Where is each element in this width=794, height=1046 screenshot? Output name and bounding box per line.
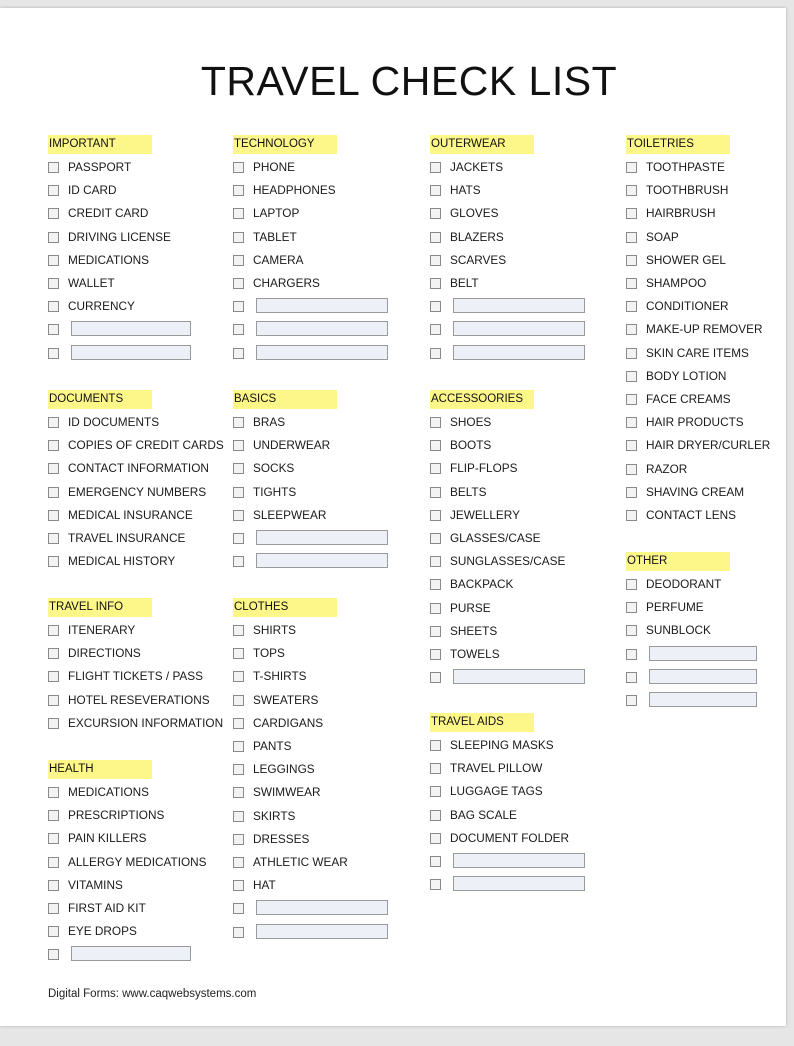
checkbox[interactable] — [233, 695, 244, 706]
section-header: IMPORTANT — [48, 135, 152, 154]
item-label: SHOWER GEL — [646, 252, 726, 267]
section-header: TRAVEL AIDS — [430, 713, 534, 732]
blank-text-field[interactable] — [71, 321, 191, 336]
checkbox[interactable] — [430, 208, 441, 219]
blank-text-field[interactable] — [256, 298, 388, 313]
item-label: TOOTHBRUSH — [646, 183, 729, 198]
page-title: TRAVEL CHECK LIST — [200, 58, 618, 104]
blank-text-field[interactable] — [649, 669, 757, 684]
item-label: T-SHIRTS — [253, 669, 307, 684]
blank-text-field[interactable] — [256, 321, 388, 336]
item-label: FLIGHT TICKETS / PASS — [68, 669, 204, 684]
item-label: BODY LOTION — [646, 368, 727, 383]
item-label: SHOES — [450, 415, 492, 429]
item-label: SUNGLASSES/CASE — [450, 554, 566, 569]
section-header: CLOTHES — [233, 598, 337, 617]
item-label: SHEETS — [450, 623, 498, 638]
item-label: PANTS — [253, 739, 292, 753]
checkbox[interactable] — [233, 556, 244, 567]
checkbox[interactable] — [48, 880, 59, 891]
checkbox[interactable] — [430, 463, 441, 474]
checkbox[interactable] — [626, 348, 637, 359]
item-label: SLEEPING MASKS — [450, 738, 554, 752]
checkbox[interactable] — [233, 834, 244, 845]
item-label: MAKE-UP REMOVER — [646, 322, 763, 337]
checkbox[interactable] — [233, 232, 244, 243]
footer-text: Digital Forms: www.caqwebsystems.com — [48, 988, 257, 1000]
item-label: DEODORANT — [646, 577, 722, 591]
checkbox[interactable] — [626, 440, 637, 451]
item-label: ITENERARY — [68, 623, 136, 637]
checkbox[interactable] — [48, 787, 59, 798]
item-label: LUGGAGE TAGS — [450, 784, 543, 799]
checkbox[interactable] — [233, 463, 244, 474]
item-label: PASSPORT — [68, 160, 132, 174]
checkbox[interactable] — [626, 162, 637, 173]
item-label: DOCUMENT FOLDER — [450, 830, 570, 845]
item-label: TOPS — [253, 646, 285, 661]
checkbox[interactable] — [430, 324, 441, 335]
checkbox[interactable] — [626, 695, 637, 706]
checkbox[interactable] — [48, 301, 59, 312]
checkbox[interactable] — [430, 510, 441, 521]
checkbox[interactable] — [430, 786, 441, 797]
item-label: BAG SCALE — [450, 807, 517, 822]
checkbox[interactable] — [48, 695, 59, 706]
item-label: HATS — [450, 183, 481, 198]
item-label: TABLET — [253, 229, 297, 244]
checkbox[interactable] — [430, 649, 441, 660]
item-label: JACKETS — [450, 160, 504, 174]
checkbox[interactable] — [430, 603, 441, 614]
item-label: EXCURSION INFORMATION — [68, 715, 224, 730]
item-label: PURSE — [450, 600, 491, 615]
checkbox[interactable] — [48, 185, 59, 196]
item-label: SOCKS — [253, 461, 295, 476]
checkbox[interactable] — [233, 348, 244, 359]
checkbox[interactable] — [48, 232, 59, 243]
checkbox[interactable] — [626, 324, 637, 335]
item-label: FLIP-FLOPS — [450, 461, 518, 476]
item-label: TOWELS — [450, 647, 500, 661]
item-label: LAPTOP — [253, 206, 300, 221]
item-label: SLEEPWEAR — [253, 507, 327, 522]
item-label: CONTACT LENS — [646, 508, 737, 522]
checkbox[interactable] — [626, 278, 637, 289]
checkbox[interactable] — [626, 208, 637, 219]
checkbox[interactable] — [48, 949, 59, 960]
item-label: HOTEL RESEVERATIONS — [68, 692, 210, 707]
item-label: RAZOR — [646, 461, 688, 476]
item-label: CHARGERS — [253, 276, 320, 290]
checkbox[interactable] — [430, 255, 441, 266]
checkbox[interactable] — [430, 626, 441, 637]
checkbox[interactable] — [48, 625, 59, 636]
checkbox[interactable] — [48, 648, 59, 659]
blank-text-field[interactable] — [71, 946, 191, 961]
checkbox[interactable] — [48, 510, 59, 521]
section-header: TECHNOLOGY — [233, 135, 337, 154]
checkbox[interactable] — [430, 856, 441, 867]
checkbox[interactable] — [626, 371, 637, 382]
checkbox[interactable] — [626, 625, 637, 636]
checkbox[interactable] — [233, 487, 244, 498]
checkbox[interactable] — [430, 579, 441, 590]
item-label: SKIN CARE ITEMS — [646, 345, 749, 360]
checkbox[interactable] — [626, 255, 637, 266]
item-label: DIRECTIONS — [68, 646, 141, 661]
item-label: CONDITIONER — [646, 299, 729, 314]
checkbox[interactable] — [48, 324, 59, 335]
item-label: SOAP — [646, 229, 679, 244]
item-label: DRESSES — [253, 831, 310, 846]
blank-text-field[interactable] — [256, 900, 388, 915]
item-label: CREDIT CARD — [68, 206, 149, 221]
checkbox[interactable] — [233, 648, 244, 659]
checkbox[interactable] — [233, 440, 244, 451]
item-label: PRESCRIPTIONS — [68, 808, 165, 823]
item-label: BELT — [450, 276, 479, 290]
item-label: SHAMPOO — [646, 276, 707, 290]
blank-text-field[interactable] — [453, 669, 585, 684]
blank-text-field[interactable] — [256, 924, 388, 939]
blank-text-field[interactable] — [453, 321, 585, 336]
checkbox[interactable] — [626, 579, 637, 590]
checkbox[interactable] — [233, 255, 244, 266]
item-label: MEDICAL INSURANCE — [68, 507, 193, 522]
checkbox[interactable] — [233, 185, 244, 196]
item-label: HEADPHONES — [253, 183, 336, 198]
item-label: JEWELLERY — [450, 507, 520, 522]
checkbox[interactable] — [48, 926, 59, 937]
checkbox[interactable] — [233, 764, 244, 775]
checkbox[interactable] — [233, 718, 244, 729]
checkbox[interactable] — [48, 440, 59, 451]
item-label: SWIMWEAR — [253, 785, 321, 800]
item-label: MEDICATIONS — [68, 252, 150, 267]
item-label: UNDERWEAR — [253, 438, 331, 453]
item-label: ALLERGY MEDICATIONS — [68, 854, 207, 869]
checkbox[interactable] — [430, 879, 441, 890]
item-label: EYE DROPS — [68, 924, 137, 939]
checkbox[interactable] — [430, 672, 441, 683]
checkbox[interactable] — [626, 301, 637, 312]
item-label: ID CARD — [68, 183, 117, 198]
item-label: CURRENCY — [68, 299, 135, 314]
item-label: MEDICAL HISTORY — [68, 554, 176, 569]
checkbox[interactable] — [626, 487, 637, 498]
blank-text-field[interactable] — [453, 298, 585, 313]
checkbox[interactable] — [626, 649, 637, 660]
section-header: HEALTH — [48, 760, 152, 779]
checkbox[interactable] — [233, 278, 244, 289]
section-header: DOCUMENTS — [48, 390, 152, 409]
item-label: BACKPACK — [450, 577, 514, 592]
item-label: VITAMINS — [68, 877, 123, 892]
checkbox[interactable] — [430, 533, 441, 544]
item-label: PHONE — [253, 160, 295, 174]
blank-text-field[interactable] — [453, 853, 585, 868]
checkbox[interactable] — [48, 718, 59, 729]
checkbox[interactable] — [233, 927, 244, 938]
checkbox[interactable] — [626, 417, 637, 428]
blank-text-field[interactable] — [256, 553, 388, 568]
item-label: HAIR PRODUCTS — [646, 415, 744, 430]
checkbox[interactable] — [430, 556, 441, 567]
section-header: BASICS — [233, 390, 337, 409]
item-label: SHAVING CREAM — [646, 484, 745, 499]
item-label: TRAVEL INSURANCE — [68, 531, 186, 545]
checkbox[interactable] — [626, 232, 637, 243]
checkbox[interactable] — [48, 487, 59, 498]
item-label: SUNBLOCK — [646, 623, 711, 638]
item-label: CARDIGANS — [253, 715, 324, 730]
checkbox[interactable] — [48, 810, 59, 821]
item-label: MEDICATIONS — [68, 785, 150, 799]
checkbox[interactable] — [48, 833, 59, 844]
item-label: PAIN KILLERS — [68, 831, 147, 846]
item-label: ATHLETIC WEAR — [253, 855, 348, 869]
section-header: TRAVEL INFO — [48, 598, 152, 617]
checkbox[interactable] — [48, 463, 59, 474]
item-label: ID DOCUMENTS — [68, 415, 160, 429]
item-label: CONTACT INFORMATION — [68, 461, 209, 476]
checkbox[interactable] — [233, 324, 244, 335]
checkbox[interactable] — [233, 301, 244, 312]
item-label: GLOVES — [450, 206, 499, 221]
checkbox[interactable] — [48, 348, 59, 359]
checkbox[interactable] — [233, 208, 244, 219]
item-label: EMERGENCY NUMBERS — [68, 484, 207, 499]
checkbox[interactable] — [430, 348, 441, 359]
checkbox[interactable] — [233, 417, 244, 428]
checkbox[interactable] — [430, 162, 441, 173]
checkbox[interactable] — [233, 880, 244, 891]
checkbox[interactable] — [48, 556, 59, 567]
checkbox[interactable] — [233, 533, 244, 544]
checkbox[interactable] — [233, 510, 244, 521]
item-label: HAIRBRUSH — [646, 206, 716, 221]
blank-text-field[interactable] — [453, 345, 585, 360]
section-header: OTHER — [626, 552, 730, 571]
checkbox[interactable] — [48, 857, 59, 868]
item-label: CAMERA — [253, 252, 304, 267]
checkbox[interactable] — [48, 903, 59, 914]
section-header: ACCESSOORIES — [430, 390, 534, 409]
checkbox[interactable] — [626, 510, 637, 521]
checkbox[interactable] — [430, 232, 441, 243]
checkbox[interactable] — [430, 833, 441, 844]
checkbox[interactable] — [430, 487, 441, 498]
checkbox[interactable] — [48, 208, 59, 219]
section-header: TOILETRIES — [626, 135, 730, 154]
item-label: SCARVES — [450, 252, 507, 267]
checkbox[interactable] — [430, 740, 441, 751]
item-label: GLASSES/CASE — [450, 531, 541, 545]
blank-text-field[interactable] — [649, 692, 757, 707]
checkbox[interactable] — [233, 903, 244, 914]
blank-text-field[interactable] — [453, 876, 585, 891]
checkbox[interactable] — [233, 857, 244, 868]
item-label: WALLET — [68, 276, 115, 290]
section-header: OUTERWEAR — [430, 135, 534, 154]
checkbox[interactable] — [430, 417, 441, 428]
item-label: BELTS — [450, 484, 487, 499]
checkbox[interactable] — [626, 464, 637, 475]
checkbox[interactable] — [626, 185, 637, 196]
item-label: SWEATERS — [253, 692, 319, 707]
checkbox[interactable] — [48, 162, 59, 173]
item-label: BLAZERS — [450, 229, 504, 244]
item-label: LEGGINGS — [253, 762, 315, 777]
item-label: TOOTHPASTE — [646, 160, 725, 174]
checkbox[interactable] — [430, 440, 441, 451]
item-label: PERFUME — [646, 600, 704, 615]
checkbox[interactable] — [626, 602, 637, 613]
item-label: BRAS — [253, 415, 286, 429]
checkbox[interactable] — [48, 533, 59, 544]
checkbox[interactable] — [430, 278, 441, 289]
item-label: HAT — [253, 878, 276, 893]
checkbox[interactable] — [48, 255, 59, 266]
checkbox[interactable] — [233, 811, 244, 822]
checkbox[interactable] — [48, 671, 59, 682]
checkbox[interactable] — [430, 763, 441, 774]
blank-text-field[interactable] — [256, 345, 388, 360]
checkbox[interactable] — [48, 417, 59, 428]
item-label: TIGHTS — [253, 484, 297, 499]
item-label: FACE CREAMS — [646, 392, 731, 406]
checkbox[interactable] — [626, 394, 637, 405]
checkbox[interactable] — [233, 787, 244, 798]
checkbox[interactable] — [48, 278, 59, 289]
item-label: DRIVING LICENSE — [68, 229, 171, 244]
item-label: HAIR DRYER/CURLER — [646, 438, 771, 453]
checkbox[interactable] — [430, 185, 441, 196]
blank-text-field[interactable] — [71, 345, 191, 360]
checkbox[interactable] — [233, 671, 244, 682]
checkbox[interactable] — [233, 741, 244, 752]
blank-text-field[interactable] — [256, 530, 388, 545]
checkbox[interactable] — [233, 162, 244, 173]
checkbox[interactable] — [626, 672, 637, 683]
item-label: SHIRTS — [253, 623, 297, 637]
checkbox[interactable] — [430, 810, 441, 821]
blank-text-field[interactable] — [649, 646, 757, 661]
item-label: BOOTS — [450, 438, 492, 453]
item-label: COPIES OF CREDIT CARDS — [68, 438, 224, 453]
checkbox[interactable] — [233, 625, 244, 636]
item-label: FIRST AID KIT — [68, 901, 146, 915]
item-label: TRAVEL PILLOW — [450, 761, 543, 776]
item-label: SKIRTS — [253, 808, 296, 823]
checkbox[interactable] — [430, 301, 441, 312]
